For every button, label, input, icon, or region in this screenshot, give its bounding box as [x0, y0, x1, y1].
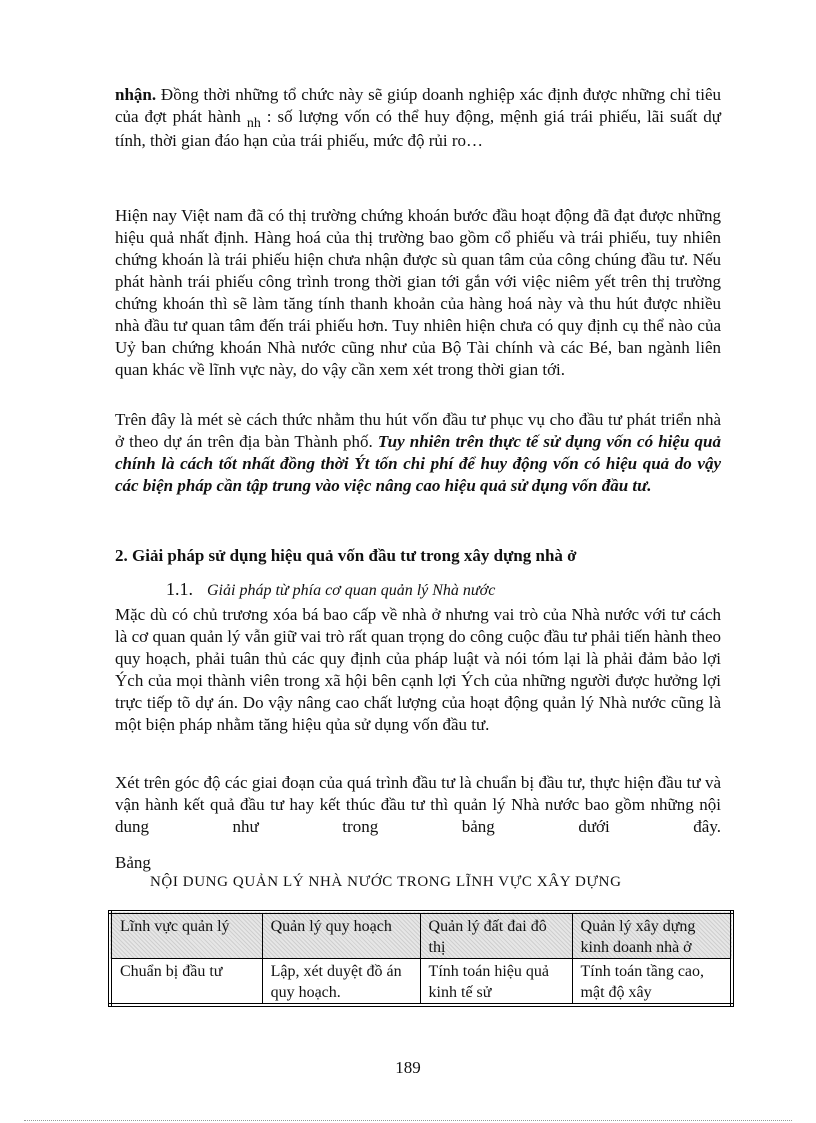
- table-header-cell: Quản lý đất đai đô thị: [420, 912, 572, 959]
- table-cell: Tính toán hiệu quả kinh tế sử: [420, 959, 572, 1006]
- table-cell: Chuẩn bị đầu tư: [110, 959, 262, 1006]
- lead-bold-word: nhận.: [115, 85, 157, 104]
- paragraph-1-text-b: : số lượng vốn có thể huy động, mệnh giá trái phiếu, lãi suất dự tính, thời gian đáo hạn của trái phiếu, mức độ rủi ro…: [115, 107, 721, 150]
- table-label: Bảng: [115, 853, 151, 872]
- table-cell: Tính toán tầng cao, mật độ xây: [572, 959, 732, 1006]
- paragraph-2: Hiện nay Việt nam đã có thị trường chứng khoán bước đầu hoạt động đã đạt được những hiệu quả nhất định. Hàng hoá của thị trường bao gồm cổ phiếu và trái phiếu, tuy nhiên chứng khoán là trái phiếu hiện chưa nhận được sù quan tâm của công chúng đầu tư. Nếu phát hành trái phiếu công trình trong thời gian tới gắn với việc niêm yết trên thị trường chứng khoán thì sẽ làm tăng tính thanh khoản của hàng hoá này và thu hút được nhiều nhà đầu tư quan tâm đến trái phiếu hơn. Tuy nhiên hiện chưa có quy định cụ thể nào của Uỷ ban chứng khoán Nhà nước cũng như của Bộ Tài chính và các Bé, ban ngành liên quan khác về lĩnh vực này, do vậy cần xem xét trong thời gian tới.: [115, 206, 721, 379]
- subsection-title: Giải pháp từ phía cơ quan quản lý Nhà nước: [207, 582, 496, 599]
- paragraph-3-text: Trên đây là mét sè cách thức nhằm thu hút vốn đầu tư phục vụ cho đầu tư phát triển nhà ở theo dự án trên địa bàn Thành phố.: [115, 410, 721, 451]
- paragraph-1-text-a: Đồng thời những tổ chức này sẽ giúp doanh nghiệp xác định được những chỉ tiêu của đợt phát hành: [115, 85, 721, 126]
- paragraph-3-emphasis: Tuy nhiên trên thực tế sử dụng vốn có hiệu quả chính là cách tốt nhất đồng thời Ýt tốn chi phí để huy động vốn có hiệu quả do vậy các biện pháp cần tập trung vào việc nâng cao hiệu quả sử dụng vốn đầu tư.: [115, 432, 721, 495]
- table-cell: Lập, xét duyệt đồ án quy hoạch.: [262, 959, 420, 1006]
- paragraph-3: [115, 409, 721, 497]
- subsection-heading: [166, 579, 495, 600]
- table-header-row: [110, 912, 732, 959]
- paragraph-5: Xét trên góc độ các giai đoạn của quá trình đầu tư là chuẩn bị đầu tư, thực hiện đầu tư và vận hành kết quả đầu tư hay kết thúc đầu tư thì quản lý Nhà nước bao gồm những nội dung như trong bảng dưới đây.: [115, 773, 721, 836]
- paragraph-1: [115, 84, 721, 152]
- subsection-number: 1.1.: [166, 579, 193, 599]
- table-row: [110, 959, 732, 1006]
- table-header-cell: Quản lý xây dựng kinh doanh nhà ở: [572, 912, 732, 959]
- paragraph-4: Mặc dù có chủ trương xóa bá bao cấp về nhà ở nhưng vai trò của Nhà nước với tư cách là cơ quan quản lý vẫn giữ vai trò rất quan trọng do công cuộc đầu tư phải tiến hành theo quy hoạch, phải tuân thủ các quy định của pháp luật và nói tóm lại là phải đảm bảo lợi Ých của mọi thành viên trong xã hội bên cạnh lợi Ých của những người được hưởng lợi trực tiếp tõ dự án. Do vậy nâng cao chất lượng của hoạt động quản lý Nhà nước cũng là một biện pháp nhằm tăng hiệu qủa sử dụng vốn đầu tư.: [115, 605, 721, 734]
- table-header-cell: Quản lý quy hoạch: [262, 912, 420, 959]
- table-caption: NỘI DUNG QUẢN LÝ NHÀ NƯỚC TRONG LĨNH VỰC XÂY DỰNG: [150, 874, 622, 890]
- table-header-cell: Lĩnh vực quản lý: [110, 912, 262, 959]
- page-number: 189: [395, 1058, 421, 1077]
- subscript-mark: nh: [246, 116, 261, 131]
- section-heading: 2. Giải pháp sử dụng hiệu quả vốn đầu tư trong xây dựng nhà ở: [115, 546, 577, 565]
- page-edge-divider: [24, 1120, 792, 1121]
- management-table: [108, 910, 734, 1007]
